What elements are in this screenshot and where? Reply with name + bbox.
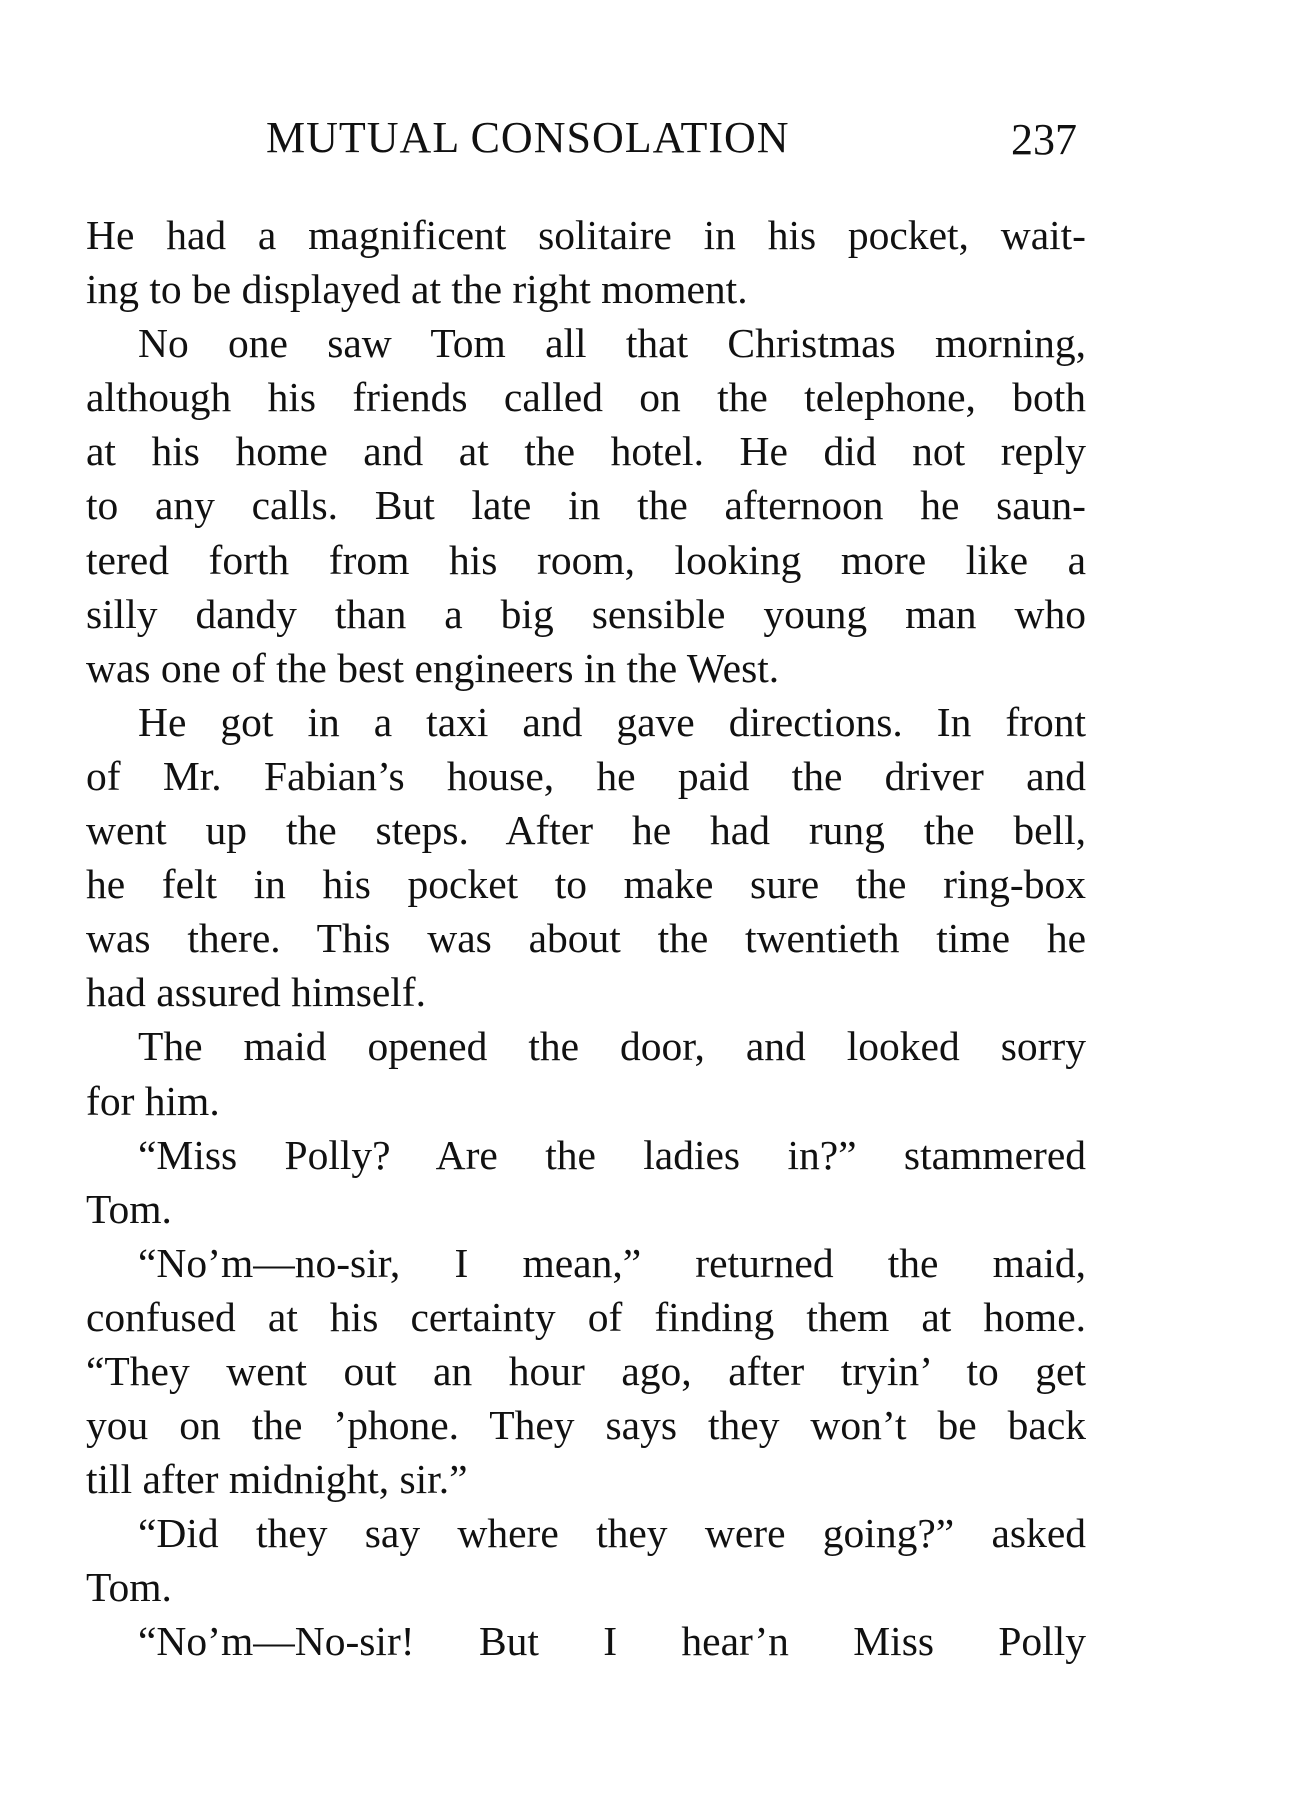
text-line: although his friends called on the telephone, both	[86, 374, 1086, 421]
text-line: you on the ’phone. They says they won’t be back	[86, 1402, 1086, 1449]
text-line: was there. This was about the twentieth time he	[86, 915, 1086, 962]
text-line: confused at his certainty of finding them at home.	[86, 1293, 1086, 1340]
text-line: He had a magnificent solitaire in his pocket, wait-	[86, 212, 1086, 258]
text-line: for him.	[86, 1077, 220, 1124]
text-line: silly dandy than a big sensible young man who	[86, 590, 1086, 637]
text-line: Tom.	[86, 1185, 172, 1232]
text-line: “Miss Polly? Are the ladies in?” stammered	[138, 1131, 1086, 1178]
running-title: MUTUAL CONSOLATION	[266, 113, 790, 162]
text-line: “No’m—no-sir, I mean,” returned the maid,	[138, 1239, 1086, 1286]
body-text	[86, 208, 1086, 1669]
text-line: “They went out an hour ago, after tryin’ to get	[86, 1347, 1086, 1394]
text-line: of Mr. Fabian’s house, he paid the driver and	[86, 752, 1086, 799]
text-line: had assured himself.	[86, 969, 426, 1016]
text-line: was one of the best engineers in the West.	[86, 644, 780, 691]
text-line: ing to be displayed at the right moment.	[86, 266, 748, 313]
text-line: He got in a taxi and gave directions. In front	[138, 698, 1086, 745]
text-line: The maid opened the door, and looked sorry	[138, 1023, 1086, 1070]
text-line: “Did they say where they were going?” asked	[138, 1510, 1086, 1557]
text-line: to any calls. But late in the afternoon he saun-	[86, 482, 1086, 529]
page-number: 237	[1011, 115, 1077, 164]
text-line: No one saw Tom all that Christmas morning,	[138, 320, 1086, 367]
page-header	[86, 112, 1086, 182]
text-line: Tom.	[86, 1564, 172, 1611]
text-line: tered forth from his room, looking more like a	[86, 536, 1086, 583]
text-line: “No’m—No-sir! But I hear’n Miss Polly	[138, 1618, 1086, 1665]
text-line: went up the steps. After he had rung the bell,	[86, 807, 1086, 854]
text-line: at his home and at the hotel. He did not reply	[86, 428, 1086, 475]
text-line: till after midnight, sir.”	[86, 1456, 468, 1503]
text-line: he felt in his pocket to make sure the ring-box	[86, 861, 1086, 908]
